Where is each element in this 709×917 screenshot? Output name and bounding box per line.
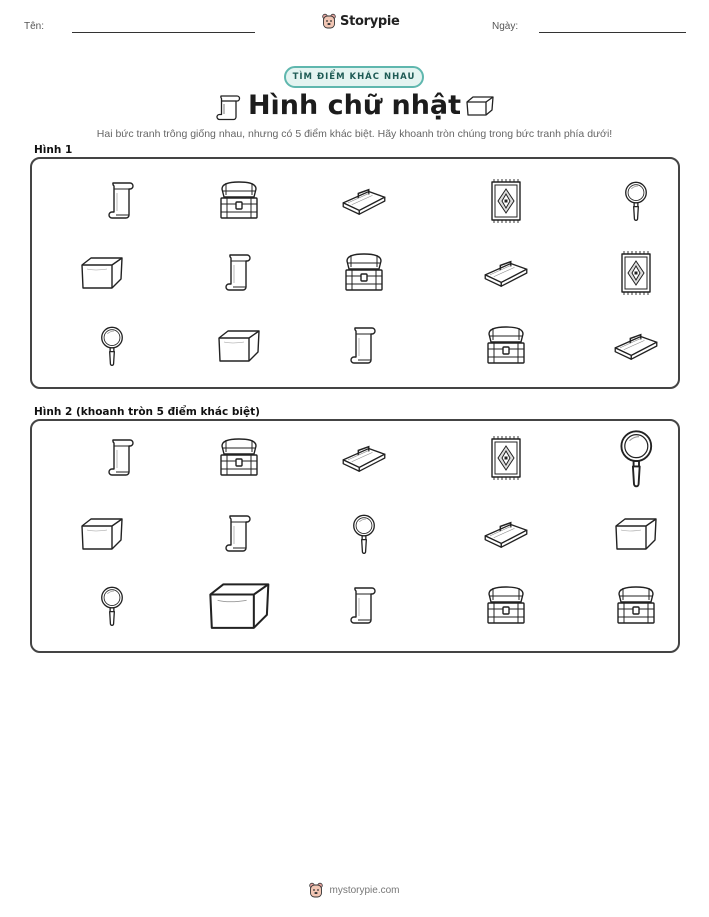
rectangular-tray-icon xyxy=(340,184,388,218)
bear-logo-icon xyxy=(309,882,323,898)
name-label: Tên: xyxy=(24,21,45,32)
treasure-chest-icon[interactable] xyxy=(216,436,262,480)
picture1-panel xyxy=(30,157,680,389)
name-line[interactable] xyxy=(72,32,255,33)
rectangular-tray-icon[interactable] xyxy=(482,517,530,551)
rectangular-tray-icon[interactable] xyxy=(340,441,388,475)
title-cube-icon xyxy=(465,95,495,117)
rectangular-tray-icon xyxy=(482,256,530,290)
scroll-icon xyxy=(349,323,379,369)
cube-box-icon xyxy=(216,328,262,364)
cube-box-icon[interactable] xyxy=(79,516,125,552)
bear-logo-icon xyxy=(322,13,336,29)
patterned-rug-icon xyxy=(488,177,524,225)
magnifying-glass-icon[interactable] xyxy=(98,583,126,629)
picture2-panel[interactable] xyxy=(30,419,680,653)
activity-type-badge: TÌM ĐIỂM KHÁC NHAU xyxy=(284,66,424,88)
cube-box-icon[interactable] xyxy=(613,516,659,552)
rectangular-tray-icon xyxy=(612,329,660,363)
magnifying-glass-icon[interactable] xyxy=(616,425,657,492)
section2-label: Hình 2 (khoanh tròn 5 điểm khác biệt) xyxy=(34,406,260,418)
cube-box-icon[interactable] xyxy=(206,580,273,632)
patterned-rug-icon[interactable] xyxy=(488,434,524,482)
treasure-chest-icon xyxy=(216,179,262,223)
patterned-rug-icon xyxy=(618,249,654,297)
scroll-icon xyxy=(107,178,137,224)
treasure-chest-icon xyxy=(483,324,529,368)
date-label: Ngày: xyxy=(492,21,519,32)
section1-label: Hình 1 xyxy=(34,144,73,156)
brand-logo xyxy=(322,13,400,29)
footer xyxy=(0,882,709,898)
instruction-text: Hai bức tranh trông giống nhau, nhưng có 5 điểm khác biệt. Hãy khoanh tròn chúng trong bức tranh phía dưới! xyxy=(96,128,613,140)
magnifying-glass-icon[interactable] xyxy=(350,511,378,557)
scroll-icon[interactable] xyxy=(107,435,137,481)
date-line[interactable] xyxy=(539,32,686,33)
treasure-chest-icon xyxy=(341,251,387,295)
cube-box-icon xyxy=(79,255,125,291)
scroll-icon[interactable] xyxy=(224,511,254,557)
magnifying-glass-icon xyxy=(622,178,650,224)
brand-name: Storypie xyxy=(340,13,400,29)
treasure-chest-icon[interactable] xyxy=(483,584,529,628)
scroll-icon[interactable] xyxy=(349,583,379,629)
treasure-chest-icon[interactable] xyxy=(613,584,659,628)
footer-site: mystorypie.com xyxy=(329,884,400,896)
scroll-icon xyxy=(224,250,254,296)
magnifying-glass-icon xyxy=(98,323,126,369)
page-title: Hình chữ nhật xyxy=(247,90,462,121)
